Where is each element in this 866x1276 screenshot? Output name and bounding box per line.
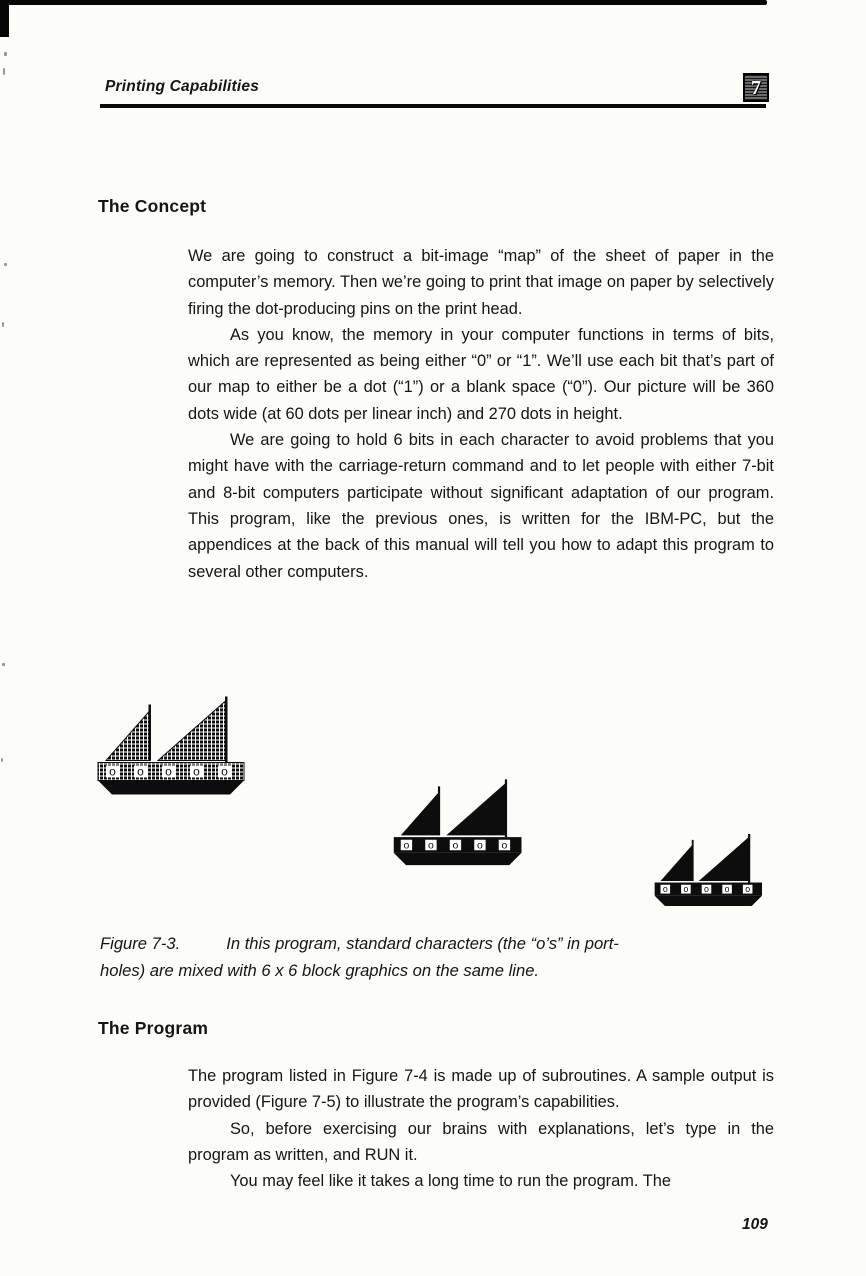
page-number: 109 — [742, 1216, 768, 1233]
porthole-char: o — [428, 839, 434, 852]
scan-speck — [2, 663, 5, 666]
scan-speck — [4, 263, 7, 266]
porthole-char: o — [403, 839, 410, 852]
porthole-char: o — [193, 764, 200, 779]
paragraph: We are going to construct a bit-image “map” of the sheet of paper in the computer’s memory. Then we’re going to print that image on paper by selectively firing the dot-producing pins on the print head. — [188, 247, 774, 318]
concept-text-block — [188, 243, 774, 585]
running-header-title: Printing Capabilities — [105, 78, 260, 95]
scan-corner-artifact — [0, 0, 9, 37]
scan-edge-artifact — [5, 0, 767, 5]
porthole-char: o — [165, 764, 172, 779]
porthole-char: o — [221, 764, 228, 779]
paragraph: The program listed in Figure 7-4 is made up of subroutines. A sample output is provided (Figure 7-5) to illustrate the program’s capabilities. — [188, 1067, 774, 1112]
scan-speck — [4, 52, 7, 56]
sailboat-medium-icon — [392, 779, 532, 869]
scan-speck — [2, 322, 4, 327]
figure-caption-text: holes) are mixed with 6 x 6 block graphics on the same line. — [100, 961, 540, 980]
chapter-number: 7 — [751, 76, 761, 99]
figure-caption-line — [100, 930, 776, 957]
porthole-char: o — [662, 884, 668, 895]
scan-speck — [1, 758, 3, 762]
porthole-char: o — [745, 884, 751, 895]
paragraph: So, before exercising our brains with explanations, let’s type in the program as written, and RUN it. — [188, 1119, 774, 1164]
porthole-char: o — [724, 884, 730, 895]
porthole-char: o — [501, 839, 508, 852]
paragraph: As you know, the memory in your computer functions in terms of bits, which are represented as being either “0” or “1”. We’ll use each bit that’s part of our map to either be a dot (“1”) or a blank space (“0”). Our picture will be 360 dots wide (at 60 dots per linear inch) and 270 dots in height. — [188, 325, 774, 423]
header-rule — [100, 104, 766, 108]
section-heading-concept: The Concept — [98, 196, 207, 216]
sailboat-small-icon — [653, 834, 771, 909]
porthole-char: o — [137, 764, 144, 779]
section-heading-program: The Program — [98, 1018, 209, 1038]
program-text-block — [188, 1063, 774, 1194]
porthole-char: o — [683, 884, 689, 895]
figure-caption-text: In this program, standard characters (the “o’s” in port- — [226, 934, 619, 953]
figure-caption-label: Figure 7-3. — [100, 934, 181, 953]
paragraph: You may feel like it takes a long time to run the program. The — [230, 1172, 671, 1191]
porthole-char: o — [452, 839, 459, 852]
chapter-number-icon — [743, 73, 769, 102]
scan-speck — [3, 68, 5, 75]
figure-caption — [100, 930, 776, 984]
porthole-char: o — [477, 839, 483, 852]
porthole-char: o — [704, 884, 709, 895]
sailboat-large-icon — [96, 696, 256, 799]
porthole-char: o — [109, 764, 116, 779]
paragraph: We are going to hold 6 bits in each character to avoid problems that you might have with the carriage-return command and to let people with either 7-bit and 8-bit computers participate without significant adaptation of our program. This program, like the previous ones, is written for the IBM-PC, but the appendices at the back of this manual will tell you how to adapt this program to several other computers. — [188, 431, 774, 581]
